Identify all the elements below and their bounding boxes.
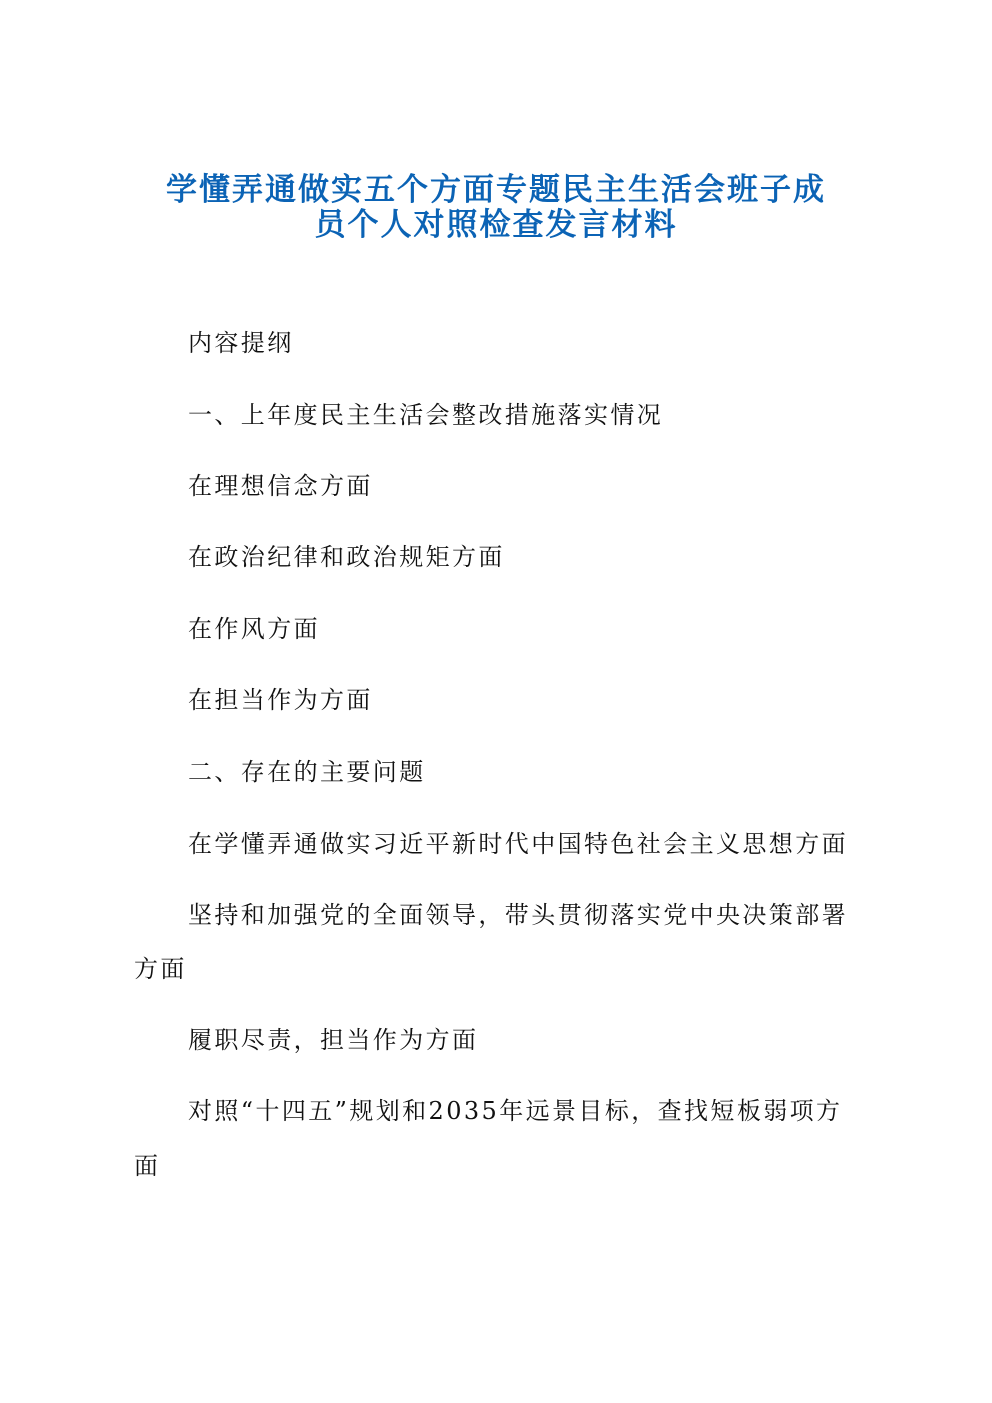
document-title-line-2: 员个人对照检查发言材料: [314, 207, 678, 243]
outline-item: 在学懂弄通做实习近平新时代中国特色社会主义思想方面: [188, 830, 848, 858]
section-heading-1: 一、上年度民主生活会整改措施落实情况: [188, 401, 664, 429]
outline-heading: 内容提纲: [188, 329, 294, 357]
outline-item: 坚持和加强党的全面领导，带头贯彻落实党中央决策部署: [188, 901, 848, 929]
document-title-line-1: 学懂弄通做实五个方面专题民主生活会班子成: [166, 172, 826, 208]
outline-item: 履职尽责，担当作为方面: [188, 1026, 479, 1054]
outline-item-continuation: 方面: [134, 955, 187, 983]
outline-item-continuation: 面: [134, 1152, 161, 1180]
outline-item: 对照“十四五”规划和2035年远景目标，查找短板弱项方: [188, 1097, 843, 1125]
section-heading-2: 二、存在的主要问题: [188, 758, 426, 786]
outline-item: 在担当作为方面: [188, 686, 373, 714]
outline-item: 在政治纪律和政治规矩方面: [188, 543, 505, 571]
outline-item: 在作风方面: [188, 615, 320, 643]
outline-item: 在理想信念方面: [188, 472, 373, 500]
